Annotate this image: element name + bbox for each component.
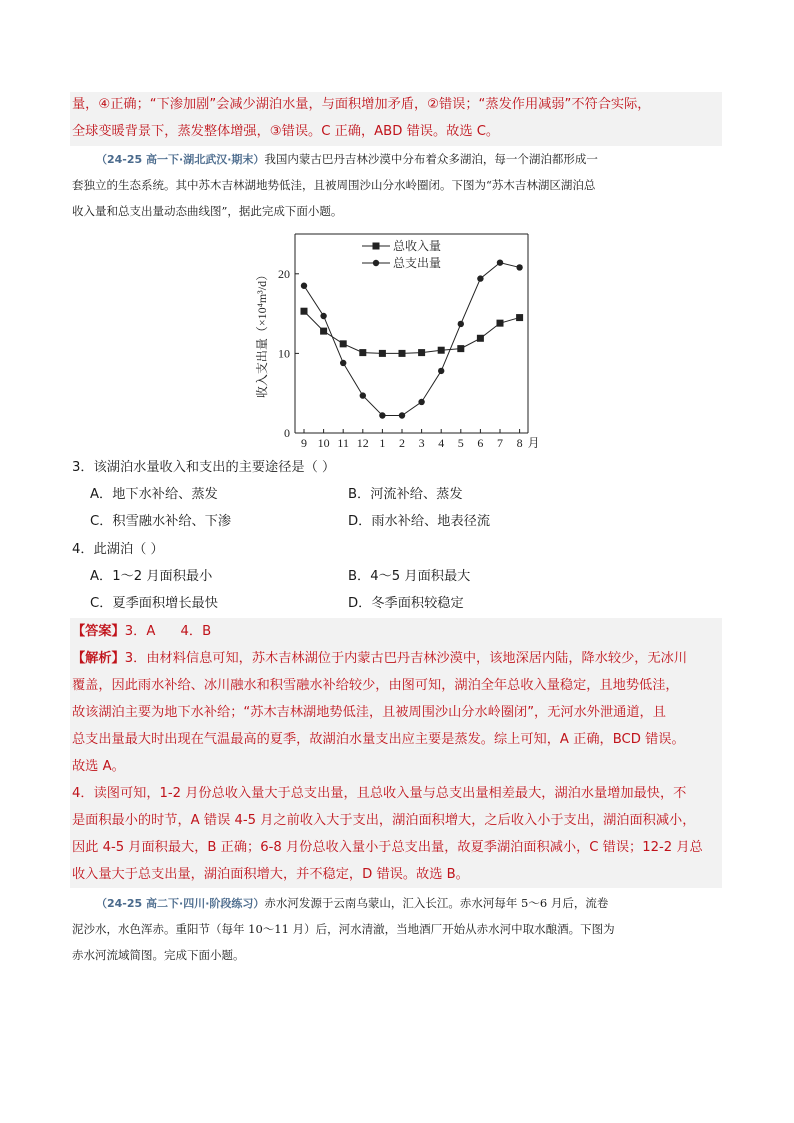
legend-square-marker [373,243,380,250]
data-point-circle [418,399,424,405]
x-tick-label: 11 [337,436,349,450]
context-text: 泥沙水，水色浑赤。重阳节（每年 10～11 月）后，河水清澈，当地酒厂开始从赤水河中取水酿酒。下图为 [72,922,615,936]
analysis-continuation-line: 量，④正确；“下渗加剧”会减少湖泊水量，与面积增加矛盾，②错误；“蒸发作用减弱”不符合实际， [72,97,651,112]
analysis-continuation-line: 全球变暖背景下，蒸发整体增强，③错误。C 正确，ABD 错误。故选 C。 [72,124,500,139]
data-point-square [516,314,523,321]
y-tick-label: 10 [278,346,290,361]
analysis-text: 3．由材料信息可知，苏木吉林湖位于内蒙古巴丹吉林沙漠中，该地深居内陆，降水较少，无冰川 [124,651,688,666]
x-tick-label: 5 [457,436,464,450]
context-paragraph [96,146,598,173]
question-source: （24-25 高一下·湖北武汉·期末） [96,153,265,166]
answer-text: 3．A 4．B [124,624,212,639]
context-text: 赤水河发源于云南乌蒙山，汇入长江。赤水河每年 5～6 月后，流卷 [264,896,609,910]
x-tick-label: 4 [438,436,445,450]
data-point-square [379,350,386,357]
y-ticks [278,267,299,440]
context-paragraph [96,890,608,917]
question-source: （24-25 高二下·四川·阶段练习） [96,897,265,910]
legend-label: 总支出量 [393,256,442,270]
lake-budget-chart [250,226,550,456]
question-3-option-c[interactable]: C．积雪融水补给、下渗 [90,514,232,529]
data-point-square [438,347,445,354]
x-tick-label: 3 [418,436,425,450]
x-tick-label: 9 [301,436,307,450]
question-4-option-d[interactable]: D．冬季面积较稳定 [348,596,464,611]
data-point-square [457,345,464,352]
x-tick-label: 1 [379,436,386,450]
legend-label: 总收入量 [393,239,442,253]
data-point-square [497,320,504,327]
y-tick-label: 0 [284,426,290,440]
data-point-circle [477,275,483,281]
analysis-line [72,645,687,672]
context-text: 收入量和总支出量动态曲线图”，据此完成下面小题。 [72,204,343,218]
data-point-square [399,350,406,357]
analysis-text: 4．读图可知，1-2 月份总收入量大于总支出量，且总收入量与总支出量相差最大，湖泊水量增加最快，不 [72,786,687,801]
data-point-square [320,328,327,335]
analysis-text: 故选 A。 [72,759,125,774]
legend-circle-marker [373,260,379,266]
context-text: 我国内蒙古巴丹吉林沙漠中分布着众多湖泊，每一个湖泊都形成一 [264,152,598,166]
data-point-circle [438,368,444,374]
data-point-circle [320,313,326,319]
x-tick-label: 8 [516,436,523,450]
question-4-option-a[interactable]: A．1～2 月面积最小 [90,569,213,584]
x-axis-unit: 月 [527,436,540,450]
data-point-circle [516,264,522,270]
question-4-stem: 4．此湖泊（ ） [72,542,164,557]
data-point-circle [497,259,503,265]
analysis-text: 收入量大于总支出量，湖泊面积增大，并不稳定，D 错误。故选 B。 [72,867,469,882]
data-point-square [340,340,347,347]
analysis-text: 故该湖泊主要为地下水补给；“苏木吉林湖地势低洼，且被周围沙山分水岭圈闭”，无河水外泄通道，且 [72,705,666,720]
analysis-text: 覆盖，因此雨水补给、冰川融水和积雪融水补给较少，由图可知，湖泊全年总收入量稳定，且地势低洼， [72,678,679,693]
analysis-tag: 【解析】 [72,651,125,666]
x-tick-label: 2 [399,436,405,450]
y-axis-label: 收入支出量（×10⁴m³/d） [255,268,269,399]
analysis-text: 是面积最小的时节，A 错误 4-5 月之前收入大于支出，湖泊面积增大，之后收入小于支出，湖泊面积减小， [72,813,696,828]
question-4-option-b[interactable]: B．4～5 月面积最大 [348,569,471,584]
data-point-circle [379,412,385,418]
data-point-circle [301,283,307,289]
x-tick-label: 7 [497,436,503,450]
question-3-option-b[interactable]: B．河流补给、蒸发 [348,487,463,502]
y-tick-label: 20 [278,266,290,281]
chart-series [301,259,524,418]
question-4-option-c[interactable]: C．夏季面积增长最快 [90,596,218,611]
question-3-option-d[interactable]: D．雨水补给、地表径流 [348,514,491,529]
data-point-circle [340,360,346,366]
data-point-circle [399,412,405,418]
context-text: 赤水河流域简图。完成下面小题。 [72,948,245,962]
data-point-circle [360,392,366,398]
data-point-square [477,335,484,342]
context-text: 套独立的生态系统。其中苏木吉林湖地势低洼，且被周围沙山分水岭圈闭。下图为“苏木吉林湖区湖泊总 [72,178,596,192]
chart-legend [362,238,441,270]
data-point-circle [458,321,464,327]
x-tick-label: 6 [477,436,484,450]
analysis-text: 总支出量最大时出现在气温最高的夏季，故湖泊水量支出应主要是蒸发。综上可知，A 正确，BCD 错误。 [72,732,685,747]
data-point-square [301,308,308,315]
x-tick-label: 12 [356,436,369,450]
question-3-option-a[interactable]: A．地下水补给、蒸发 [90,487,218,502]
data-point-square [418,349,425,356]
question-3-stem: 3．该湖泊水量收入和支出的主要途径是（ ） [72,460,336,475]
data-point-square [359,349,366,356]
answer-tag: 【答案】 [72,624,125,639]
x-tick-label: 10 [317,436,330,450]
analysis-text: 因此 4-5 月面积最大，B 正确；6-8 月份总收入量小于总支出量，故夏季湖泊面积减小，C 错误；12-2 月总 [72,840,703,855]
answer-line [72,618,211,645]
x-ticks [301,429,540,450]
